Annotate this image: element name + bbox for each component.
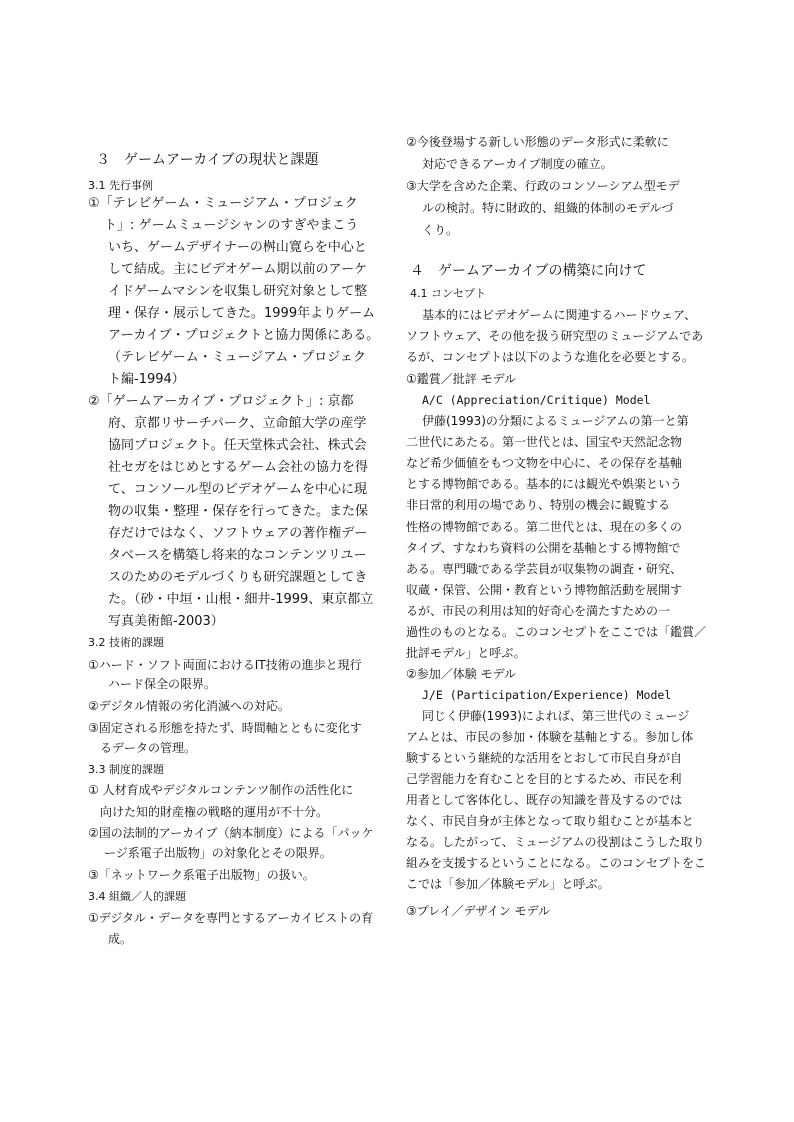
text-line: ②国の法制的アーカイブ（納本制度）による「パッケ xyxy=(88,826,374,840)
text-line: 向けた知的財産権の戦略的運用が不十分。 xyxy=(100,805,329,819)
text-line: ① 人材育成やデジタルコンテンツ制作の活性化に xyxy=(88,783,354,797)
model-heading-ac: ①鑑賞／批評 モデル xyxy=(406,372,516,386)
subsection-3-3-heading: 3.3 制度的課題 xyxy=(88,763,164,776)
text-line: ある。専門職である学芸員が収集物の調査・研究、 xyxy=(406,562,683,576)
text-line: 協同プロジェクト。任天堂株式会社、株式会 xyxy=(108,438,367,453)
text-line: なる。したがって、ミュージアムの役割はこうした取り xyxy=(406,835,705,849)
model-subtitle-je: J/E (Participation/Experience) Model xyxy=(422,688,672,702)
text-line: ③「ネットワーク系電子出版物」の扱い。 xyxy=(88,868,315,882)
text-line: 伊藤(1993)の分類によるミュージアムの第一と第 xyxy=(422,414,689,428)
text-line: ハード保全の限界。 xyxy=(108,677,217,691)
text-line: 用者として客体化し、既存の知識を普及するのでは xyxy=(406,793,683,807)
text-line: て、コンソール型のビデオゲームを中心に現 xyxy=(108,482,367,497)
subsection-4-1-heading: 4.1 コンセプト xyxy=(410,287,486,300)
text-line: 己学習能力を育むことを目的とするため、市民を利 xyxy=(406,772,682,786)
subsection-3-2-heading: 3.2 技術的課題 xyxy=(88,636,164,649)
text-line: いち、ゲームデザイナーの桝山寛らを中心と xyxy=(108,240,367,255)
text-line: るが、市民の利用は知的好奇心を満たすための一 xyxy=(406,604,671,618)
text-line: 性格の博物館である。第二世代とは、現在の多くの xyxy=(406,520,683,534)
text-line: スのためのモデルづくりも研究課題としてき xyxy=(108,570,368,585)
text-line: 理・保存・展示してきた。1999年よりゲーム xyxy=(108,306,376,321)
text-line: 二世代にあたる。第一世代とは、国宝や天然記念物 xyxy=(406,435,683,449)
text-line: ①「テレビゲーム・ミュージアム・プロジェク xyxy=(88,196,358,211)
text-line: とする博物館である。基本的には観光や娯楽という xyxy=(406,477,683,491)
text-line: ①デジタル・データを専門とするアーカイビストの育 xyxy=(88,911,374,925)
section-3-heading: ３ ゲームアーカイブの現状と課題 xyxy=(96,152,319,168)
text-line: （テレビゲーム・ミュージアム・プロジェク xyxy=(108,350,367,365)
text-line: 存だけではなく、ソフトウェアの著作権デー xyxy=(108,526,368,541)
text-line: タベースを構築し将来的なコンテンツリユー xyxy=(108,548,367,563)
text-line: 物の収集・整理・保存を行ってきた。また保 xyxy=(108,504,369,519)
text-line: ト編-1994） xyxy=(108,372,185,387)
text-line: 批評モデル」と呼ぶ。 xyxy=(406,646,526,660)
text-line: 収蔵・保管、公開・教育という博物館活動を展開す xyxy=(406,583,683,597)
text-line: ルの検討。特に財政的、組織的体制のモデルづ xyxy=(422,201,674,215)
text-line: 同じく伊藤(1993)によれば、第三世代のミュージ xyxy=(422,709,690,723)
text-line: るが、コンセプトは以下のような進化を必要とする。 xyxy=(406,350,695,364)
model-heading-pd: ③プレイ／デザイン モデル xyxy=(406,904,551,918)
text-line: た。（砂・中垣・山根・細井-1999、東京都立 xyxy=(108,592,374,607)
text-line: ト」: ゲームミュージシャンのすぎやまこう xyxy=(104,218,359,233)
text-line: なく、市民自身が主体となって取り組むことが基本と xyxy=(406,814,694,828)
text-line: 過性のものとなる。このコンセプトをここでは「鑑賞／ xyxy=(406,625,707,639)
text-line: くり。 xyxy=(422,223,459,237)
text-line: ソフトウェア、その他を扱う研究型のミュージアムであ xyxy=(406,329,704,343)
text-line: ②デジタル情報の劣化消滅への対応。 xyxy=(88,699,291,713)
text-line: ③大学を含めた企業、行政のコンソーシアム型モデ xyxy=(406,179,680,193)
text-line: ②「ゲームアーカイブ・プロジェクト」: 京都 xyxy=(88,394,354,409)
text-line: 府、京都リサーチパーク、立命館大学の産学 xyxy=(108,416,367,431)
text-line: るデータの管理。 xyxy=(100,741,197,755)
text-line: 験するという継続的な活用をとおして市民自身が自 xyxy=(406,751,683,765)
text-line: アムとは、市民の参加・体験を基軸とする。参加し体 xyxy=(406,730,694,744)
text-line: ③固定される形態を持たず、時間軸とともに変化す xyxy=(88,721,362,735)
text-line: して結成。主にビデオゲーム期以前のアーケ xyxy=(108,262,368,277)
text-line: こでは「参加／体験モデル」と呼ぶ。 xyxy=(406,877,610,891)
text-line: ①ハード・ソフト両面におけるIT技術の進歩と現行 xyxy=(88,658,362,672)
subsection-3-4-heading: 3.4 組織／人的課題 xyxy=(88,890,186,903)
subsection-3-1-heading: 3.1 先行事例 xyxy=(88,179,153,192)
model-heading-je: ②参加／体験 モデル xyxy=(406,667,516,681)
text-line: イドゲームマシンを収集し研究対象として整 xyxy=(108,284,368,299)
text-line: 写真美術館-2003） xyxy=(108,614,224,629)
text-line: ージ系電子出版物」の対象化とその限界。 xyxy=(104,846,332,860)
text-line: 組みを支援するということになる。このコンセプトをこ xyxy=(406,856,707,870)
text-line: 対応できるアーカイブ制度の確立。 xyxy=(422,157,613,171)
text-line: 基本的にはビデオゲームに関連するハードウェア、 xyxy=(422,308,697,322)
text-line: 社セガをはじめとするゲーム会社の協力を得 xyxy=(108,460,369,475)
text-line: ②今後登場する新しい形態のデータ形式に柔軟に xyxy=(406,135,669,149)
section-4-heading: ４ ゲームアーカイブの構築に向けて xyxy=(410,263,647,279)
text-line: など希少価値をもつ文物を中心に、その保存を基軸 xyxy=(406,456,683,470)
text-line: タイプ、すなわち資料の公開を基軸とする博物館で xyxy=(406,541,681,555)
text-line: アーカイブ・プロジェクトと協力関係にある。 xyxy=(108,328,380,343)
text-line: 非日常的利用の場であり、特別の機会に観覧する xyxy=(406,498,671,512)
text-line: 成。 xyxy=(108,932,133,946)
model-subtitle-ac: A/C (Appreciation/Critique) Model xyxy=(422,393,651,407)
